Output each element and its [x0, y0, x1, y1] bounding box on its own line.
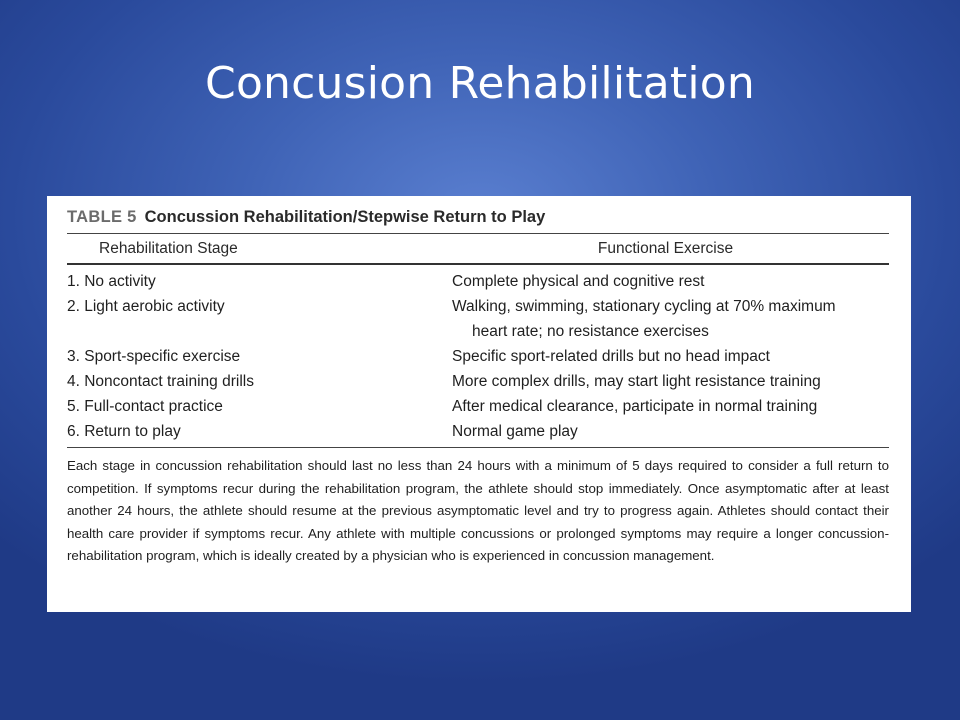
- stage-cell: 1. No activity: [67, 273, 156, 290]
- stage-cell: 3. Sport-specific exercise: [67, 348, 241, 365]
- table-row: [67, 369, 889, 394]
- header-functional-exercise: Functional Exercise: [597, 240, 734, 257]
- stage-cell: 4. Noncontact training drills: [67, 373, 254, 390]
- exercise-cell: [452, 344, 889, 369]
- exercise-text: Complete physical and cognitive rest: [452, 273, 705, 290]
- table-row: [67, 344, 889, 369]
- exercise-text: Specific sport-related drills but no head impact: [452, 348, 770, 365]
- stage-cell: 5. Full-contact practice: [67, 398, 223, 415]
- table-row: [67, 394, 889, 419]
- header-rehabilitation-stage: Rehabilitation Stage: [99, 240, 238, 257]
- table-row: [67, 294, 889, 344]
- exercise-text: More complex drills, may start light resistance training: [452, 373, 821, 390]
- slide-title: Concusion Rehabilitation: [205, 58, 755, 109]
- table-footnote: Each stage in concussion rehabilitation should last no less than 24 hours with a minimum of 5 days required to consider a full return to competition. If symptoms recur during the rehabilitation program, the athlete should stop immediately. Once asymptomatic after at least another 24 hours, the athlete should resume at the previous asymptomatic level and try to progress again. Athletes should contact their health care provider if symptoms recur. Any athlete with multiple concussions or prolonged symptoms may require a longer concussion-rehabilitation program, which is ideally created by a physician who is experienced in concussion management.: [67, 458, 889, 563]
- exercise-cell: [452, 269, 889, 294]
- table-body: [67, 265, 889, 448]
- exercise-cell: [452, 369, 889, 394]
- table-row: [67, 269, 889, 294]
- table-caption: [67, 208, 889, 234]
- stage-cell: 6. Return to play: [67, 423, 181, 440]
- exercise-text: After medical clearance, participate in normal training: [452, 398, 818, 415]
- table-caption-text: Concussion Rehabilitation/Stepwise Return to Play: [144, 208, 546, 226]
- exercise-cell: [452, 294, 889, 344]
- exercise-cell: [452, 419, 889, 444]
- table-row: [67, 419, 889, 444]
- exercise-text: Walking, swimming, stationary cycling at 70% maximum: [452, 298, 836, 315]
- exercise-cell: [452, 394, 889, 419]
- exercise-text-continued: heart rate; no resistance exercises: [472, 323, 709, 340]
- table-header-row: [67, 234, 889, 265]
- stage-cell: 2. Light aerobic activity: [67, 298, 225, 315]
- exercise-text: Normal game play: [452, 423, 578, 440]
- table-number: TABLE 5: [67, 208, 137, 226]
- table-image: [47, 196, 911, 612]
